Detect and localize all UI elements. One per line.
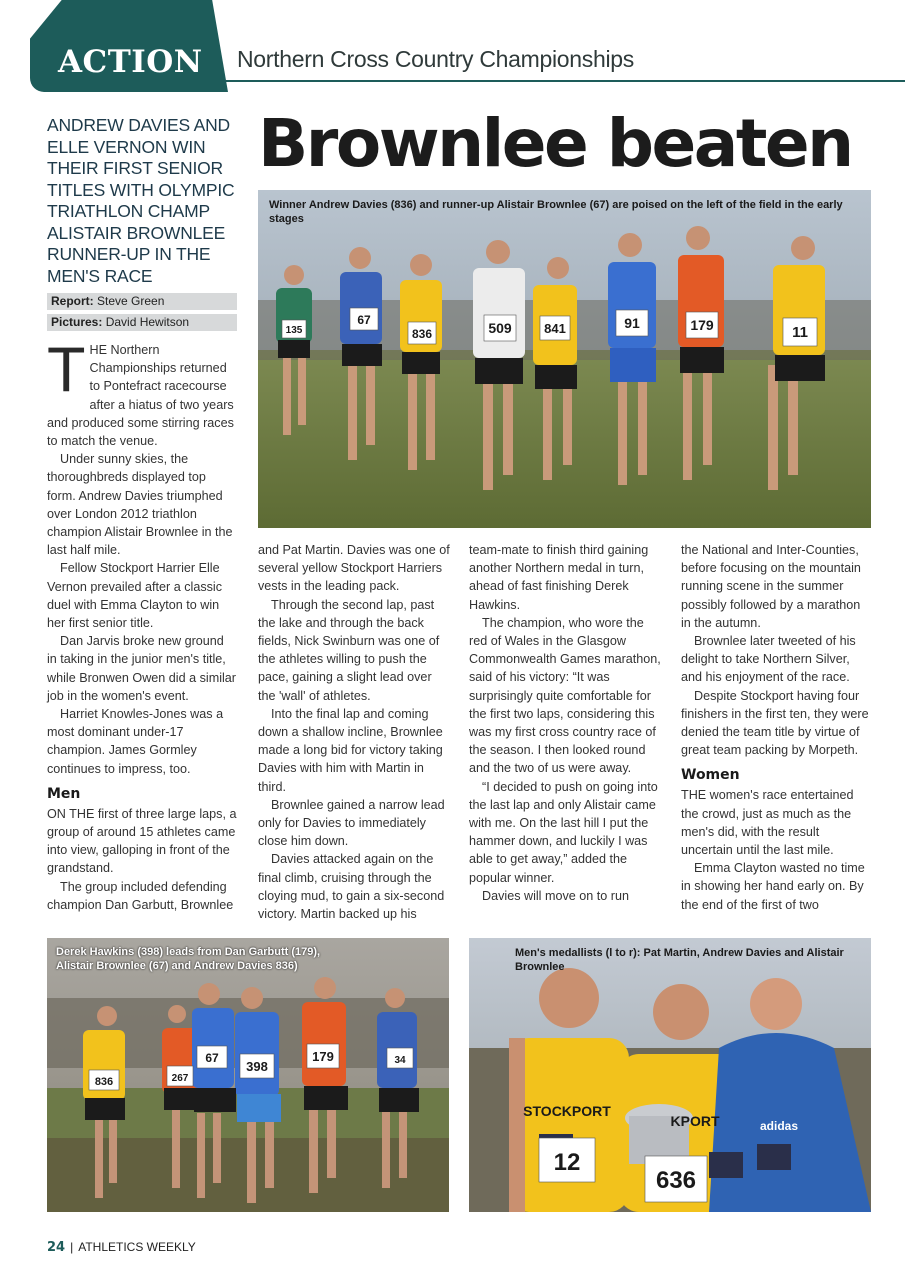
paragraph: The champion, who wore the red of Wales in the Glasgow Commonwealth Games marathon, said of his victory: “It was surprisingly quite comfortable for the first two laps, considering this was my first cross country race of the season. I then looked round and the two of us were away. bbox=[469, 615, 661, 776]
paragraph: Davies will move on to run bbox=[482, 888, 629, 903]
main-photo-caption: Winner Andrew Davies (836) and runner-up Alistair Brownlee (67) are poised on the left of the field in the early stages bbox=[269, 199, 843, 225]
standfirst: ANDREW DAVIES AND ELLE VERNON WIN THEIR FIRST SENIOR TITLES WITH OLYMPIC TRIATHLON CHAMP ALISTAIR BROWNLEE RUNNER-UP IN THE MEN'S RACE bbox=[47, 115, 235, 286]
main-bib-8: 11 bbox=[792, 324, 808, 341]
paragraph: Into the final lap and coming down a shallow incline, Brownlee made a long bid for victory taking Davies with him with Martin in third. bbox=[258, 706, 443, 794]
magazine-name: ATHLETICS WEEKLY bbox=[78, 1240, 196, 1254]
medallists-caption: Men's medallists (l to r): Pat Martin, Andrew Davies and Alistair Brownlee bbox=[515, 947, 844, 973]
left-bib-6: 34 bbox=[394, 1055, 406, 1066]
paragraph: THE women's race entertained the crowd, just as much as the men's did, with the result uncertain until the last mile. bbox=[681, 788, 854, 858]
left-bib-4: 398 bbox=[246, 1059, 268, 1074]
paragraph: Dan Jarvis broke new ground in taking in the junior men's title, while Bronwen Owen did a similar job in the women's event. bbox=[47, 634, 236, 703]
footer-separator: | bbox=[70, 1240, 74, 1254]
paragraph: “I decided to push on going into the last lap and only Alistair came with me. On the last hill I put the hammer down, and luckily I was able to get away,” added the popular winner. bbox=[469, 779, 658, 885]
left-bib-5: 179 bbox=[312, 1049, 334, 1064]
paragraph: Under sunny skies, the thoroughbreds displayed top form. Andrew Davies triumphed over London 2012 triathlon champion Alistair Brownlee in the last half mile. bbox=[47, 452, 233, 558]
paragraph: Harriet Knowles-Jones was a most dominant under-17 champion. James Gormley continues to impress, too. bbox=[47, 707, 224, 776]
paragraph: Through the second lap, past the lake and through the back fields, Nick Swinburn was one of the athletes willing to push the pace, gaining a slight lead over the 'wall' of athletes. bbox=[258, 597, 440, 703]
pictures-label: Pictures: bbox=[51, 315, 103, 329]
main-race-photo bbox=[258, 190, 871, 528]
vest-text-2: KPORT bbox=[670, 1113, 720, 1129]
paragraph: Brownlee gained a narrow lead only for Davies to immediately close him down. bbox=[258, 797, 445, 849]
main-bib-1: 135 bbox=[285, 325, 303, 336]
paragraph: Despite Stockport having four finishers in the first ten, they were denied the team title by virtue of great team packing by Morpeth. bbox=[681, 688, 869, 758]
medallists-photo bbox=[469, 938, 871, 1212]
left-bib-1: 836 bbox=[94, 1076, 114, 1088]
drop-cap: T bbox=[47, 335, 86, 405]
right-bib-1: 12 bbox=[553, 1149, 581, 1176]
left-bib-2: 267 bbox=[171, 1073, 189, 1084]
paragraph: The group included defending champion Dan Garbutt, Brownlee bbox=[47, 879, 234, 912]
paragraph: Davies attacked again on the final climb, cruising through the cloying mud, to gain a six-second victory. Martin backed up his bbox=[258, 852, 445, 922]
men-subheading: Men bbox=[47, 785, 81, 802]
main-bib-6: 91 bbox=[624, 315, 640, 331]
section-title: Northern Cross Country Championships bbox=[237, 46, 634, 72]
pictures-name: David Hewitson bbox=[105, 315, 190, 329]
paragraph: and Pat Martin. Davies was one of several yellow Stockport Harriers vests in the leading pack. bbox=[258, 543, 450, 594]
report-name: Steve Green bbox=[97, 294, 165, 308]
page-footer bbox=[47, 1240, 196, 1255]
main-bib-3: 836 bbox=[411, 327, 433, 341]
paragraph bbox=[47, 335, 237, 450]
article-column-3 bbox=[469, 541, 661, 905]
women-subheading: Women bbox=[681, 767, 740, 784]
headline: Brownlee beaten bbox=[258, 105, 852, 182]
article-column-2 bbox=[258, 541, 450, 923]
paragraph: the National and Inter-Counties, before focusing on the mountain running scene in the summer possibly followed by a marathon in the autumn. bbox=[681, 543, 861, 630]
report-label: Report: bbox=[51, 294, 94, 308]
article-column-4 bbox=[681, 541, 873, 914]
main-bib-4: 509 bbox=[488, 320, 512, 336]
article-column-1 bbox=[47, 335, 237, 914]
paragraph: ON THE first of three large laps, a group of around 15 athletes came into view, galloping in front of the grandstand. bbox=[47, 806, 237, 876]
paragraph: team-mate to finish third gaining another Northern medal in turn, ahead of fast finishing Derek Hawkins. bbox=[469, 543, 649, 612]
paragraph: Brownlee later tweeted of his delight to take Northern Silver, and his enjoyment of the race. bbox=[681, 634, 856, 685]
caption-line-1: Derek Hawkins (398) leads from Dan Garbutt (179), bbox=[56, 946, 321, 958]
main-bib-2: 67 bbox=[357, 313, 371, 327]
report-credit bbox=[47, 293, 237, 310]
intro-text: HE Northern Championships returned to Pontefract racecourse after a hiatus of two years and produced some stirring races to match the venue. bbox=[47, 343, 234, 449]
caption-line-2: Alistair Brownlee (67) and Andrew Davies 836) bbox=[56, 960, 298, 972]
right-bib-2: 636 bbox=[655, 1167, 697, 1194]
left-bib-3: 67 bbox=[205, 1051, 219, 1065]
pictures-credit bbox=[47, 314, 237, 331]
header-rule bbox=[226, 80, 905, 82]
main-bib-5: 841 bbox=[544, 321, 566, 336]
leading-pack-photo bbox=[47, 938, 449, 1212]
page-number: 24 bbox=[47, 1240, 66, 1255]
leading-pack-caption bbox=[56, 945, 441, 973]
section-label: ACTION bbox=[58, 44, 203, 80]
paragraph: Emma Clayton wasted no time in showing her hand early on. By the end of the first of two bbox=[681, 861, 865, 912]
paragraph: Fellow Stockport Harrier Elle Vernon prevailed after a classic duel with Emma Clayton to win her first senior title. bbox=[47, 561, 223, 631]
vest-text-1: STOCKPORT bbox=[523, 1103, 611, 1119]
main-bib-7: 179 bbox=[690, 317, 714, 333]
brand-logo-text: adidas bbox=[759, 1119, 799, 1133]
